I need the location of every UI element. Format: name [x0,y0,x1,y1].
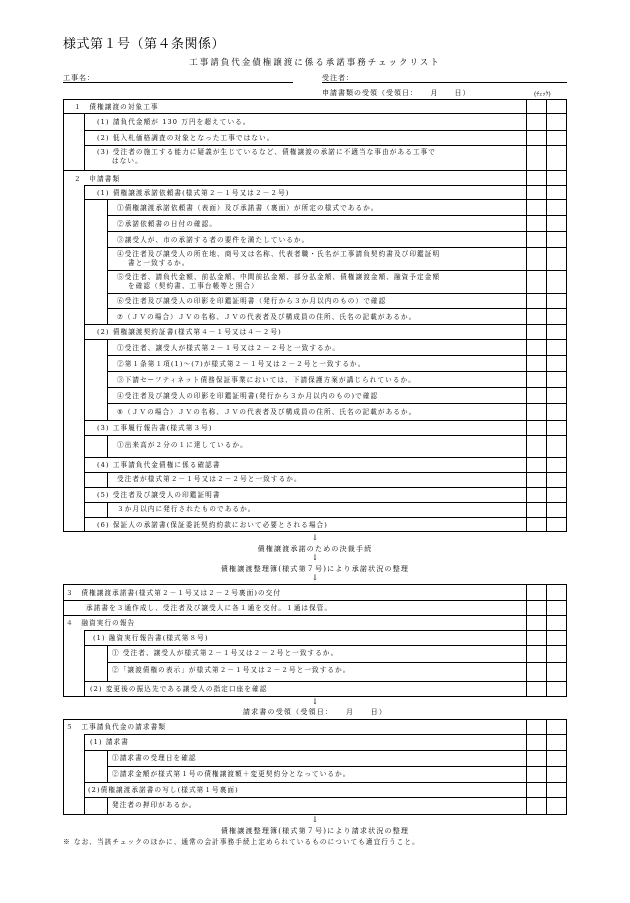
s2d-title: (4) 工事請負代金債権に係る確認書 [97,461,221,469]
s2a-item-6: ⑥受注者及び譲受人の印影を印鑑証明書（発行から３か月以内のもの）で確認 [117,297,387,305]
s2b-item-2: ②第１条第１項(1)～(7)が様式第２－１号又は２－２号と一致するか。 [117,360,366,368]
s1-item-3: (3) 受注者の施工する能力に疑義が生じているなど、債権譲渡の承諾に不適当な事由がある工事で [97,148,436,156]
s1-title: １ 債権譲渡の対象工事 [74,103,159,111]
s2c-title: (3) 工事履行報告書(様式第３号) [97,424,213,432]
check-col-left [526,99,527,532]
s1-item-3-cont: はない。 [112,157,143,165]
s4a-item-1: ① 受注者、譲受人が様式第２－１号又は２－２号と一致するか。 [112,649,339,657]
s5a-item-2: ②請求金額が様式第１号の債権譲渡額＋変更契約分となっているか。 [112,770,351,778]
koji-line [63,82,293,83]
receipt-label: 申請書類の受領（受領日： 月 日） [322,89,471,97]
s5b-title: (2)債権譲渡承諾書の写し(様式第１号裏面) [88,786,239,794]
s4-title: ４ 融資実行の報告 [66,619,136,627]
s2e-item: ３か月以内に発行されたものであるか。 [117,505,256,513]
s5-title: ５ 工事請負代金の請求書類 [66,723,167,731]
s2b-item-5: ⑤（ＪＶの場合）ＪＶの名称、ＪＶの代表者及び構成員の住所、氏名の記載があるか。 [117,408,417,416]
s2b-title: (2) 債権譲渡契約証書(様式第４－１号又は４－２号) [97,328,282,336]
s2-title: ２ 申請書類 [74,175,121,183]
s1-item-2: (2) 低入札価格調査の対象となった工事ではない。 [97,134,275,142]
flow2-step: 請求書の受領（受領日： 月 日） [242,708,388,716]
s4a-item-2: ②「譲渡債権の表示」が様式第２－１号又は２－２号と一致するか。 [112,666,351,674]
s2a-item-1: ①債権譲渡承諾依頼書（表面）及び承諾書（裏面）が所定の様式であるか。 [117,204,379,212]
s5a-title: (1) 請求書 [90,738,129,746]
s2a-item-5-cont: を確認（契約書、工事台帳等と照合） [128,282,259,290]
s2b-item-4: ④受注者及び譲受人の印影を印鑑証明書(発行から３か月以内のもの)で確認 [117,392,379,400]
s2a-item-2: ②承諾依頼書の日付の確認。 [117,220,218,228]
s2a-title: (1) 債権譲渡承諾依頼書(様式第２－１号又は２－２号) [97,189,290,197]
s2a-item-4: ④受注者及び譲受人の所在地、商号又は名称、代表者職・氏名が工事請負契約書及び印鑑証明 [117,250,441,258]
flow-arrow-1: ↓ [311,533,319,542]
s2d-item: 受注者が様式第２－１号又は２－２号と一致するか。 [117,475,302,483]
check-header: (ﾁｪｯｸ) [534,91,551,98]
s2b-item-1: ①受注者、譲受人が様式第２－１号又は２－２号と一致するか。 [117,344,341,352]
jutyu-line [322,82,567,83]
footnote: ※ なお、当該チェックのほかに、通常の会計事務手続上定められているものについても適宜行うこと。 [63,838,420,846]
flow-arrow-5: ↓ [311,815,319,824]
s2a-item-5: ⑤受注者、請負代金額、前払金額、中間前払金額、部分払金額、債権譲渡金額、融資予定金額 [117,273,441,281]
check-col-mid [546,99,547,532]
koji-label: 工事名： [63,74,95,82]
s2f-title: (6) 保証人の承諾書(保証委託契約約款において必要とされる場合) [97,521,328,529]
form-number: 様式第１号（第４条関係） [63,37,226,52]
s4a-title: (1) 融資実行報告書(様式第８号) [93,634,209,642]
s2a-item-3: ③譲受人が、市の承諾する者の要件を満たしているか。 [117,236,310,244]
s4b-title: (2) 変更後の振込先である譲受人の指定口座を確認 [90,685,268,693]
s5b-item: 発注者の押印があるか。 [112,801,197,809]
s2b-item-3: ③下請セーフティネット債務保証事業においては、下請保護方案が講じられているか。 [117,376,416,384]
flow1-step-2: 債権譲渡整理簿(様式第７号)により承諾状況の整理 [220,565,410,573]
flow-arrow-2: ↓ [311,553,319,562]
s2a-item-7: ⑦（ＪＶの場合）ＪＶの名称、ＪＶの代表者及び構成員の住所、氏名の記載があるか。 [117,313,417,321]
s2c-item: ①出来高が２分の１に達しているか。 [117,441,248,449]
s3-item: 承諾書を３通作成し、受注者及び譲受人に各１通を交付。１通は保管。 [86,604,333,612]
s3-title: ３ 債権譲渡承諾書(様式第２－１号又は２－２号裏面)の交付 [66,589,282,597]
s1-item-1: (1) 請負代金額が 130 万円を超えている。 [97,118,251,126]
flow3-step: 債権譲渡整理簿(様式第７号)により請求状況の整理 [220,827,410,835]
document-title: 工事請負代金債権譲渡に係る承諾事務チェックリスト [189,58,441,68]
flow1-step-1: 債権譲渡承諾のための決裁手続 [257,545,373,553]
s5a-item-1: ①請求書の受理日を確認 [112,754,197,762]
s2e-title: (5) 受注者及び譲受人の印鑑証明書 [97,491,221,499]
flow-arrow-3: ↓ [311,573,319,582]
jutyu-label: 受注者： [322,74,354,82]
s2a-item-4-cont: 書と一致するか。 [128,259,190,267]
flow-arrow-4: ↓ [311,697,319,706]
